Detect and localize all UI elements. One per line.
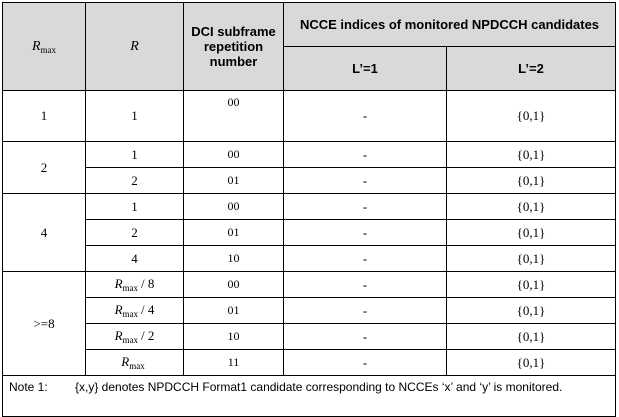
dci-cell: 00 [184, 194, 284, 220]
rmax-cell: 1 [3, 91, 86, 142]
r-symbol: R [114, 328, 123, 343]
table-row [3, 220, 616, 246]
r-cell [86, 324, 184, 350]
r-cell [86, 272, 184, 298]
l2-cell: {0,1} [447, 91, 616, 142]
r-cell: 4 [86, 246, 184, 272]
table-row [3, 91, 616, 142]
l1-cell: - [284, 142, 447, 168]
r-divisor: / 8 [141, 276, 155, 291]
l1-cell: - [284, 220, 447, 246]
note-cell [3, 376, 616, 417]
l1-cell: - [284, 350, 447, 376]
l2-cell: {0,1} [447, 220, 616, 246]
note-text: {x,y} denotes NPDCCH Format1 candidate corresponding to NCCEs ‘x’ and ‘y’ is monitored. [75, 380, 563, 394]
r-symbol: R [114, 302, 123, 317]
table-row [3, 324, 616, 350]
r-subscript: max [122, 335, 139, 345]
header-ncce: NCCE indices of monitored NPDCCH candidates [284, 3, 616, 47]
header-rmax: $R_{max}$ [3, 3, 86, 91]
r-subscript: max [122, 283, 139, 293]
table-row [3, 246, 616, 272]
l1-cell: - [284, 298, 447, 324]
dci-cell: 00 [184, 91, 284, 142]
dci-cell: 01 [184, 220, 284, 246]
r-divisor: / 2 [141, 328, 155, 343]
dci-cell: 10 [184, 246, 284, 272]
r-divisor: / 4 [141, 302, 155, 317]
header-l1: L’=1 [284, 47, 447, 91]
table-row [3, 168, 616, 194]
dci-cell: 01 [184, 298, 284, 324]
rmax-cell: >=8 [3, 272, 86, 376]
r-subscript: max [129, 361, 145, 371]
table-row [3, 350, 616, 376]
l1-cell: - [284, 246, 447, 272]
dci-cell: 00 [184, 142, 284, 168]
l1-cell: - [284, 91, 447, 142]
l1-cell: - [284, 272, 447, 298]
table-body [3, 91, 616, 376]
table-row [3, 142, 616, 168]
r-cell: 1 [86, 142, 184, 168]
l2-cell: {0,1} [447, 350, 616, 376]
r-cell: 1 [86, 91, 184, 142]
l2-cell: {0,1} [447, 246, 616, 272]
note-row [3, 376, 616, 417]
l2-cell: {0,1} [447, 298, 616, 324]
table-row [3, 272, 616, 298]
dci-cell: 10 [184, 324, 284, 350]
header-dci: DCI subframe repetition number [184, 3, 284, 91]
r-cell: 1 [86, 194, 184, 220]
rmax-cell: 4 [3, 194, 86, 272]
l2-cell: {0,1} [447, 272, 616, 298]
r-symbol: R [121, 354, 130, 369]
l2-cell: {0,1} [447, 142, 616, 168]
table-row [3, 298, 616, 324]
r-symbol: R [114, 276, 123, 291]
rmax-cell: 2 [3, 142, 86, 194]
table-row [3, 194, 616, 220]
header-r: R [86, 3, 184, 91]
note-label: Note 1: [9, 380, 48, 394]
r-cell [86, 298, 184, 324]
r-cell [86, 350, 184, 376]
r-cell: 2 [86, 220, 184, 246]
l2-cell: {0,1} [447, 194, 616, 220]
dci-cell: 01 [184, 168, 284, 194]
l1-cell: - [284, 194, 447, 220]
npdcch-candidates-table [2, 2, 616, 417]
table-container [2, 2, 616, 417]
l2-cell: {0,1} [447, 324, 616, 350]
r-cell: 2 [86, 168, 184, 194]
l1-cell: - [284, 324, 447, 350]
dci-cell: 00 [184, 272, 284, 298]
r-subscript: max [122, 309, 139, 319]
l1-cell: - [284, 168, 447, 194]
header-l2: L’=2 [447, 47, 616, 91]
dci-cell: 11 [184, 350, 284, 376]
l2-cell: {0,1} [447, 168, 616, 194]
